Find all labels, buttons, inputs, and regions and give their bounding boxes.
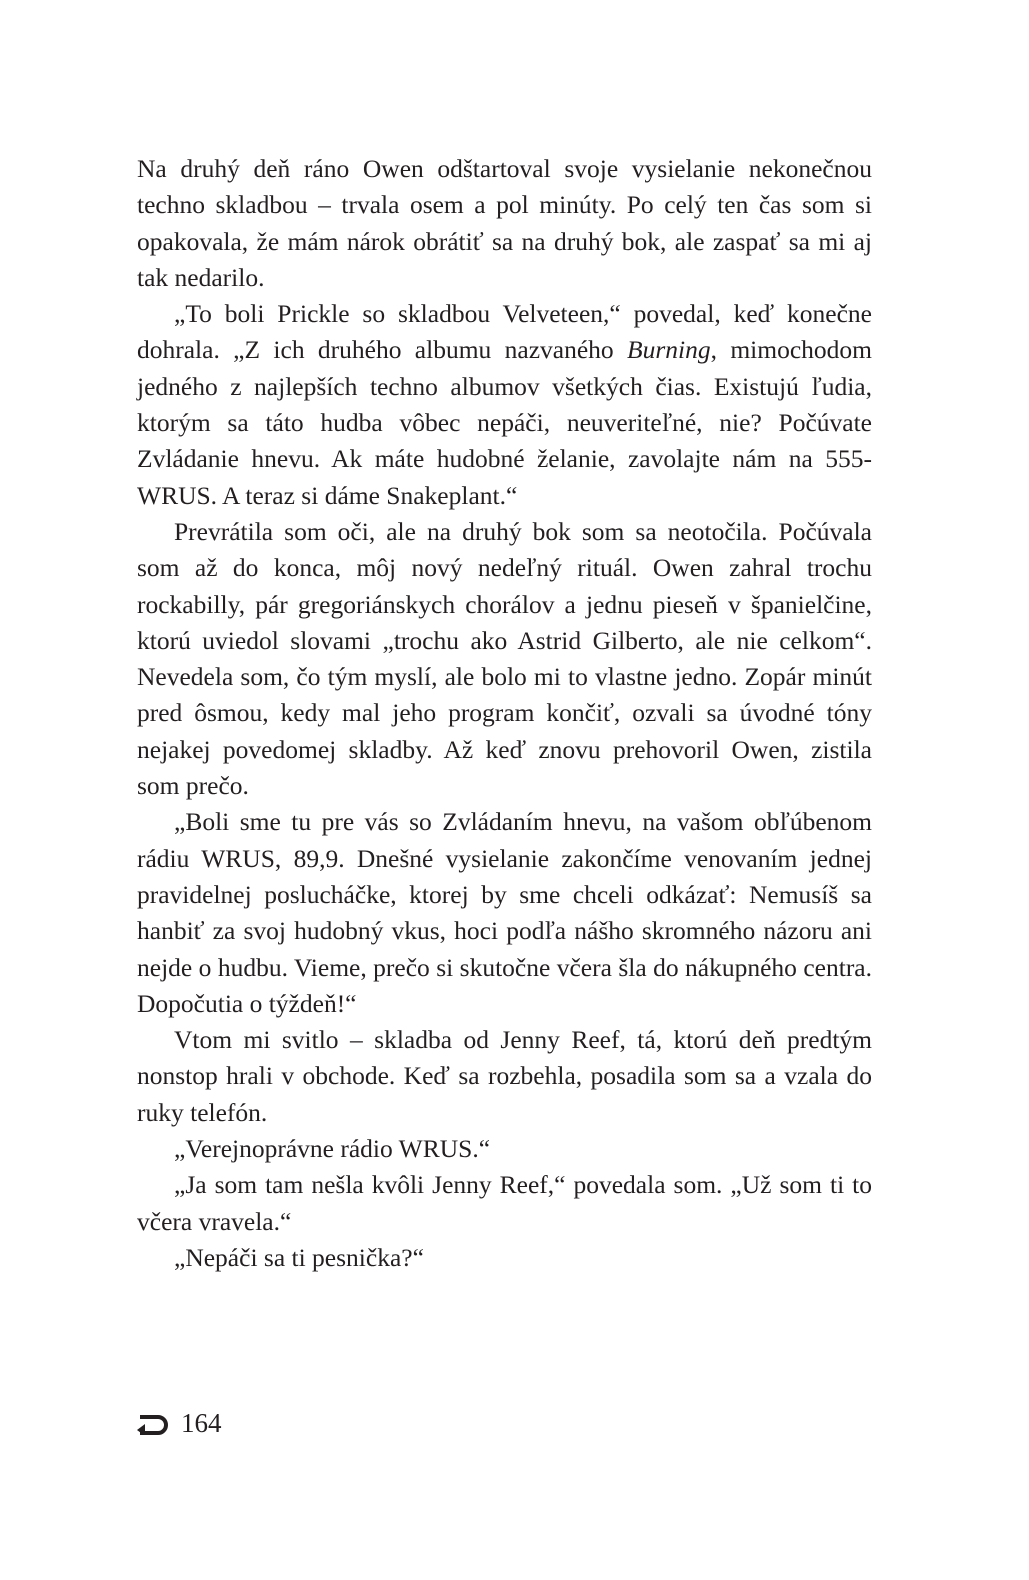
paragraph-text: Vtom mi svitlo – skladba od Jenny Reef, tá, ktorú deň predtým nonstop hrali v obchode. Keď sa rozbehla, posadila som sa a vzala do ruky telefón.: [137, 1025, 872, 1127]
paragraph: [137, 514, 872, 804]
paragraph-text: Na druhý deň ráno Owen odštartoval svoje vysielanie nekonečnou techno skladbou – trvala osem a pol minúty. Po celý ten čas som si opakovala, že mám nárok obrátiť sa na druhý bok, ale zaspať sa mi aj tak nedarilo.: [137, 154, 872, 292]
italic-title: Burning: [627, 335, 711, 365]
paragraph: [137, 804, 872, 1022]
paragraph-text: Prevrátila som oči, ale na druhý bok som sa neotočila. Počúvala som až do konca, môj nový nedeľný rituál. Owen zahral trochu rockabilly, pár gregoriánskych chorálov a jednu pieseň v španielčine, ktorú uviedol slovami „trochu ako Astrid Gilberto, ale nie celkom“. Nevedela som, čo tým myslí, ale bolo mi to vlastne jedno. Zopár minút pred ôsmou, kedy mal jeho program končiť, ozvali sa úvodné tóny nejakej povedomej skladby. Až keď znovu prehovoril Owen, zistila som prečo.: [137, 516, 872, 801]
paragraph: [137, 1022, 872, 1131]
paragraph-text: „Nepáči sa ti pesnička?“: [174, 1242, 424, 1272]
paragraph: [137, 1131, 872, 1167]
paragraph-text: „Ja som tam nešla kvôli Jenny Reef,“ povedala som. „Už som ti to včera vravela.“: [137, 1170, 872, 1236]
paragraph: [137, 296, 872, 514]
paragraph: [137, 1240, 872, 1276]
paragraph: [137, 151, 872, 296]
page-number: 164: [181, 1407, 222, 1438]
paragraph-text: „Boli sme tu pre vás so Zvládaním hnevu, na vašom obľúbenom rádiu WRUS, 89,9. Dnešné vysielanie zakončíme venovaním jednej pravidelnej poslucháčke, ktorej by sme chceli odkázať: Nemusíš sa hanbiť za svoj hudobný vkus, hoci podľa nášho skromného názoru ani nejde o hudbu. Vieme, prečo si skutočne včera šla do nákupného centra. Dopočutia o týždeň!“: [137, 807, 872, 1018]
paragraph-text: „To boli Prickle so skladbou Velveteen,“ povedal, keď konečne dohrala. „Z ich druhého albumu nazvaného: [137, 299, 872, 365]
paragraph: [137, 1167, 872, 1240]
paragraph-text: , mimochodom jedného z najlepších techno albumov všetkých čias. Existujú ľudia, ktorým sa táto hudba vôbec nepáči, neuveriteľné, nie? Počúvate Zvládanie hnevu. Ak máte hudobné želanie, zavolajte nám na 555-WRUS. A teraz si dáme Snakeplant.“: [137, 335, 872, 510]
curved-arrow-icon: [137, 1411, 171, 1435]
page-footer: [137, 1403, 222, 1443]
paragraph-text: „Verejnoprávne rádio WRUS.“: [174, 1134, 491, 1164]
page-text: [137, 151, 872, 1276]
